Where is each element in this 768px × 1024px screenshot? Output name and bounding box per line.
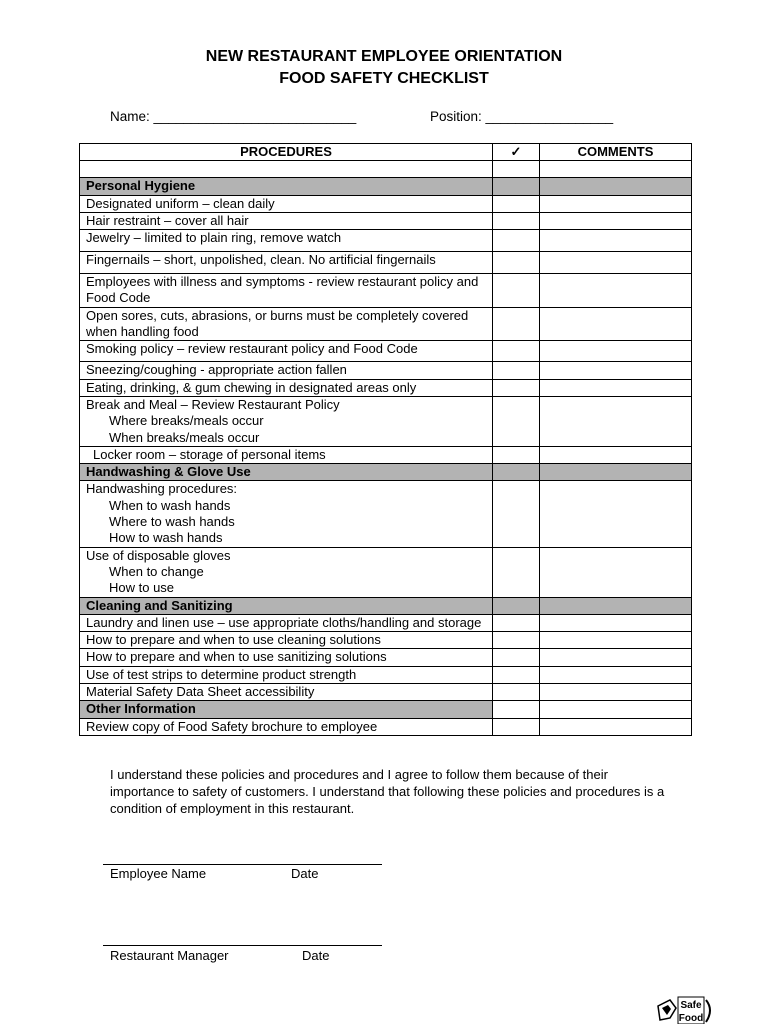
procedure-cell: Sneezing/coughing - appropriate action fallen bbox=[80, 362, 493, 379]
comment-cell[interactable] bbox=[540, 701, 692, 718]
procedure-cell: Hair restraint – cover all hair bbox=[80, 212, 493, 229]
sub-item: Where to wash hands bbox=[109, 514, 235, 530]
comment-cell[interactable] bbox=[540, 195, 692, 212]
procedure-cell: Fingernails – short, unpolished, clean. No artificial fingernails bbox=[80, 252, 493, 274]
comment-cell[interactable] bbox=[540, 649, 692, 666]
section-comment-cell bbox=[540, 464, 692, 481]
table-row bbox=[80, 632, 692, 649]
table-row bbox=[80, 195, 692, 212]
manager-label: Restaurant Manager bbox=[110, 948, 229, 963]
section-comment-cell bbox=[540, 597, 692, 614]
procedure-text: Use of disposable gloves bbox=[86, 547, 231, 563]
agreement-statement: I understand these policies and procedures and I agree to follow them because of their importance to safety of customers. I understand that following these policies and procedures is a condition of employment in this restaurant. bbox=[110, 767, 665, 816]
comment-cell[interactable] bbox=[540, 614, 692, 631]
logo-text-line2: Food bbox=[678, 1013, 704, 1024]
check-cell[interactable] bbox=[493, 212, 540, 229]
comment-cell[interactable] bbox=[540, 718, 692, 735]
check-cell[interactable] bbox=[493, 379, 540, 396]
section-personal-hygiene bbox=[80, 178, 692, 195]
sub-item: When to change bbox=[109, 563, 204, 579]
procedure-text: Handwashing procedures: bbox=[86, 481, 238, 497]
sub-item: When breaks/meals occur bbox=[109, 429, 260, 445]
check-cell[interactable] bbox=[493, 230, 540, 252]
procedure-cell: Material Safety Data Sheet accessibility bbox=[80, 684, 493, 701]
procedure-cell: Use of test strips to determine product strength bbox=[80, 666, 493, 683]
table-row bbox=[80, 614, 692, 631]
section-comment-cell bbox=[540, 178, 692, 195]
manager-signature-line bbox=[103, 945, 382, 946]
comment-cell[interactable] bbox=[540, 396, 692, 446]
comment-cell[interactable] bbox=[540, 161, 692, 178]
procedure-cell: Smoking policy – review restaurant policy and Food Code bbox=[80, 341, 493, 362]
comment-cell[interactable] bbox=[540, 684, 692, 701]
procedure-cell: Locker room – storage of personal items bbox=[80, 446, 493, 463]
checklist-table bbox=[79, 143, 692, 736]
section-check-cell bbox=[493, 464, 540, 481]
check-cell[interactable] bbox=[493, 252, 540, 274]
check-cell[interactable] bbox=[493, 362, 540, 379]
procedure-cell: Open sores, cuts, abrasions, or burns must be completely covered when handling food bbox=[80, 307, 493, 341]
sub-item: When to wash hands bbox=[109, 497, 231, 513]
sub-item: How to use bbox=[109, 580, 175, 596]
section-check-cell bbox=[493, 178, 540, 195]
check-cell[interactable] bbox=[493, 632, 540, 649]
table-row bbox=[80, 396, 692, 446]
blank-row bbox=[80, 161, 692, 178]
section-other-information bbox=[80, 701, 692, 718]
check-cell[interactable] bbox=[493, 307, 540, 341]
table-row bbox=[80, 230, 692, 252]
name-field-label: Name: ___________________________ bbox=[110, 109, 357, 124]
procedure-cell: Review copy of Food Safety brochure to employee bbox=[80, 718, 493, 735]
check-cell[interactable] bbox=[493, 396, 540, 446]
check-cell[interactable] bbox=[493, 161, 540, 178]
check-cell[interactable] bbox=[493, 718, 540, 735]
section-label: Personal Hygiene bbox=[80, 178, 493, 195]
procedure-cell: Laundry and linen use – use appropriate cloths/handling and storage bbox=[80, 614, 493, 631]
comment-cell[interactable] bbox=[540, 274, 692, 308]
comment-cell[interactable] bbox=[540, 252, 692, 274]
page-title: NEW RESTAURANT EMPLOYEE ORIENTATION bbox=[205, 48, 563, 65]
section-label: Cleaning and Sanitizing bbox=[80, 597, 493, 614]
page-subtitle: FOOD SAFETY CHECKLIST bbox=[279, 70, 489, 87]
section-check-cell bbox=[493, 597, 540, 614]
section-label: Handwashing & Glove Use bbox=[80, 464, 493, 481]
section-cleaning bbox=[80, 597, 692, 614]
check-cell[interactable] bbox=[493, 341, 540, 362]
table-row bbox=[80, 341, 692, 362]
comment-cell[interactable] bbox=[540, 481, 692, 547]
procedure-cell bbox=[80, 481, 493, 547]
table-row bbox=[80, 362, 692, 379]
comment-cell[interactable] bbox=[540, 230, 692, 252]
check-cell[interactable] bbox=[493, 649, 540, 666]
manager-date-label: Date bbox=[302, 948, 330, 963]
table-row bbox=[80, 649, 692, 666]
comment-cell[interactable] bbox=[540, 547, 692, 597]
table-row bbox=[80, 666, 692, 683]
logo-text-line1: Safe bbox=[680, 1000, 702, 1011]
procedure-cell: Jewelry – limited to plain ring, remove watch bbox=[80, 230, 493, 252]
table-header-row bbox=[80, 144, 692, 161]
table-row bbox=[80, 379, 692, 396]
table-row bbox=[80, 684, 692, 701]
table-row bbox=[80, 547, 692, 597]
procedure-cell: Eating, drinking, & gum chewing in designated areas only bbox=[80, 379, 493, 396]
procedures-header: PROCEDURES bbox=[80, 144, 493, 161]
sub-item: How to wash hands bbox=[109, 530, 223, 546]
check-cell[interactable] bbox=[493, 195, 540, 212]
comment-cell[interactable] bbox=[540, 212, 692, 229]
section-handwashing bbox=[80, 464, 692, 481]
table-row bbox=[80, 307, 692, 341]
comment-cell[interactable] bbox=[540, 446, 692, 463]
sub-item: Where breaks/meals occur bbox=[109, 413, 264, 429]
check-cell[interactable] bbox=[493, 547, 540, 597]
table-row bbox=[80, 274, 692, 308]
table-row bbox=[80, 481, 692, 547]
check-cell[interactable] bbox=[493, 446, 540, 463]
procedure-cell: Designated uniform – clean daily bbox=[80, 195, 493, 212]
table-row bbox=[80, 718, 692, 735]
comment-cell[interactable] bbox=[540, 307, 692, 341]
check-cell[interactable] bbox=[493, 701, 540, 718]
table-row bbox=[80, 446, 692, 463]
comment-cell[interactable] bbox=[540, 379, 692, 396]
check-cell[interactable] bbox=[493, 274, 540, 308]
comment-cell[interactable] bbox=[540, 632, 692, 649]
procedure-cell bbox=[80, 396, 493, 446]
comment-cell[interactable] bbox=[540, 666, 692, 683]
comments-header: COMMENTS bbox=[540, 144, 692, 161]
check-cell[interactable] bbox=[493, 684, 540, 701]
check-cell[interactable] bbox=[493, 481, 540, 547]
table-row bbox=[80, 212, 692, 229]
table-row bbox=[80, 252, 692, 274]
procedure-cell bbox=[80, 547, 493, 597]
check-header: ✓ bbox=[493, 144, 540, 161]
comment-cell[interactable] bbox=[540, 341, 692, 362]
check-cell[interactable] bbox=[493, 614, 540, 631]
employee-name-label: Employee Name bbox=[110, 866, 207, 881]
employee-date-label: Date bbox=[291, 866, 319, 881]
check-cell[interactable] bbox=[493, 666, 540, 683]
blank-cell bbox=[80, 161, 493, 178]
procedure-cell: Employees with illness and symptoms - review restaurant policy and Food Code bbox=[80, 274, 493, 308]
safe-food-logo-icon bbox=[656, 996, 718, 1024]
comment-cell[interactable] bbox=[540, 362, 692, 379]
procedure-text: Break and Meal – Review Restaurant Policy bbox=[86, 396, 340, 412]
procedure-cell: How to prepare and when to use sanitizing solutions bbox=[80, 649, 493, 666]
procedure-cell: How to prepare and when to use cleaning solutions bbox=[80, 632, 493, 649]
section-label: Other Information bbox=[80, 701, 493, 718]
position-field-label: Position: _________________ bbox=[430, 109, 614, 124]
